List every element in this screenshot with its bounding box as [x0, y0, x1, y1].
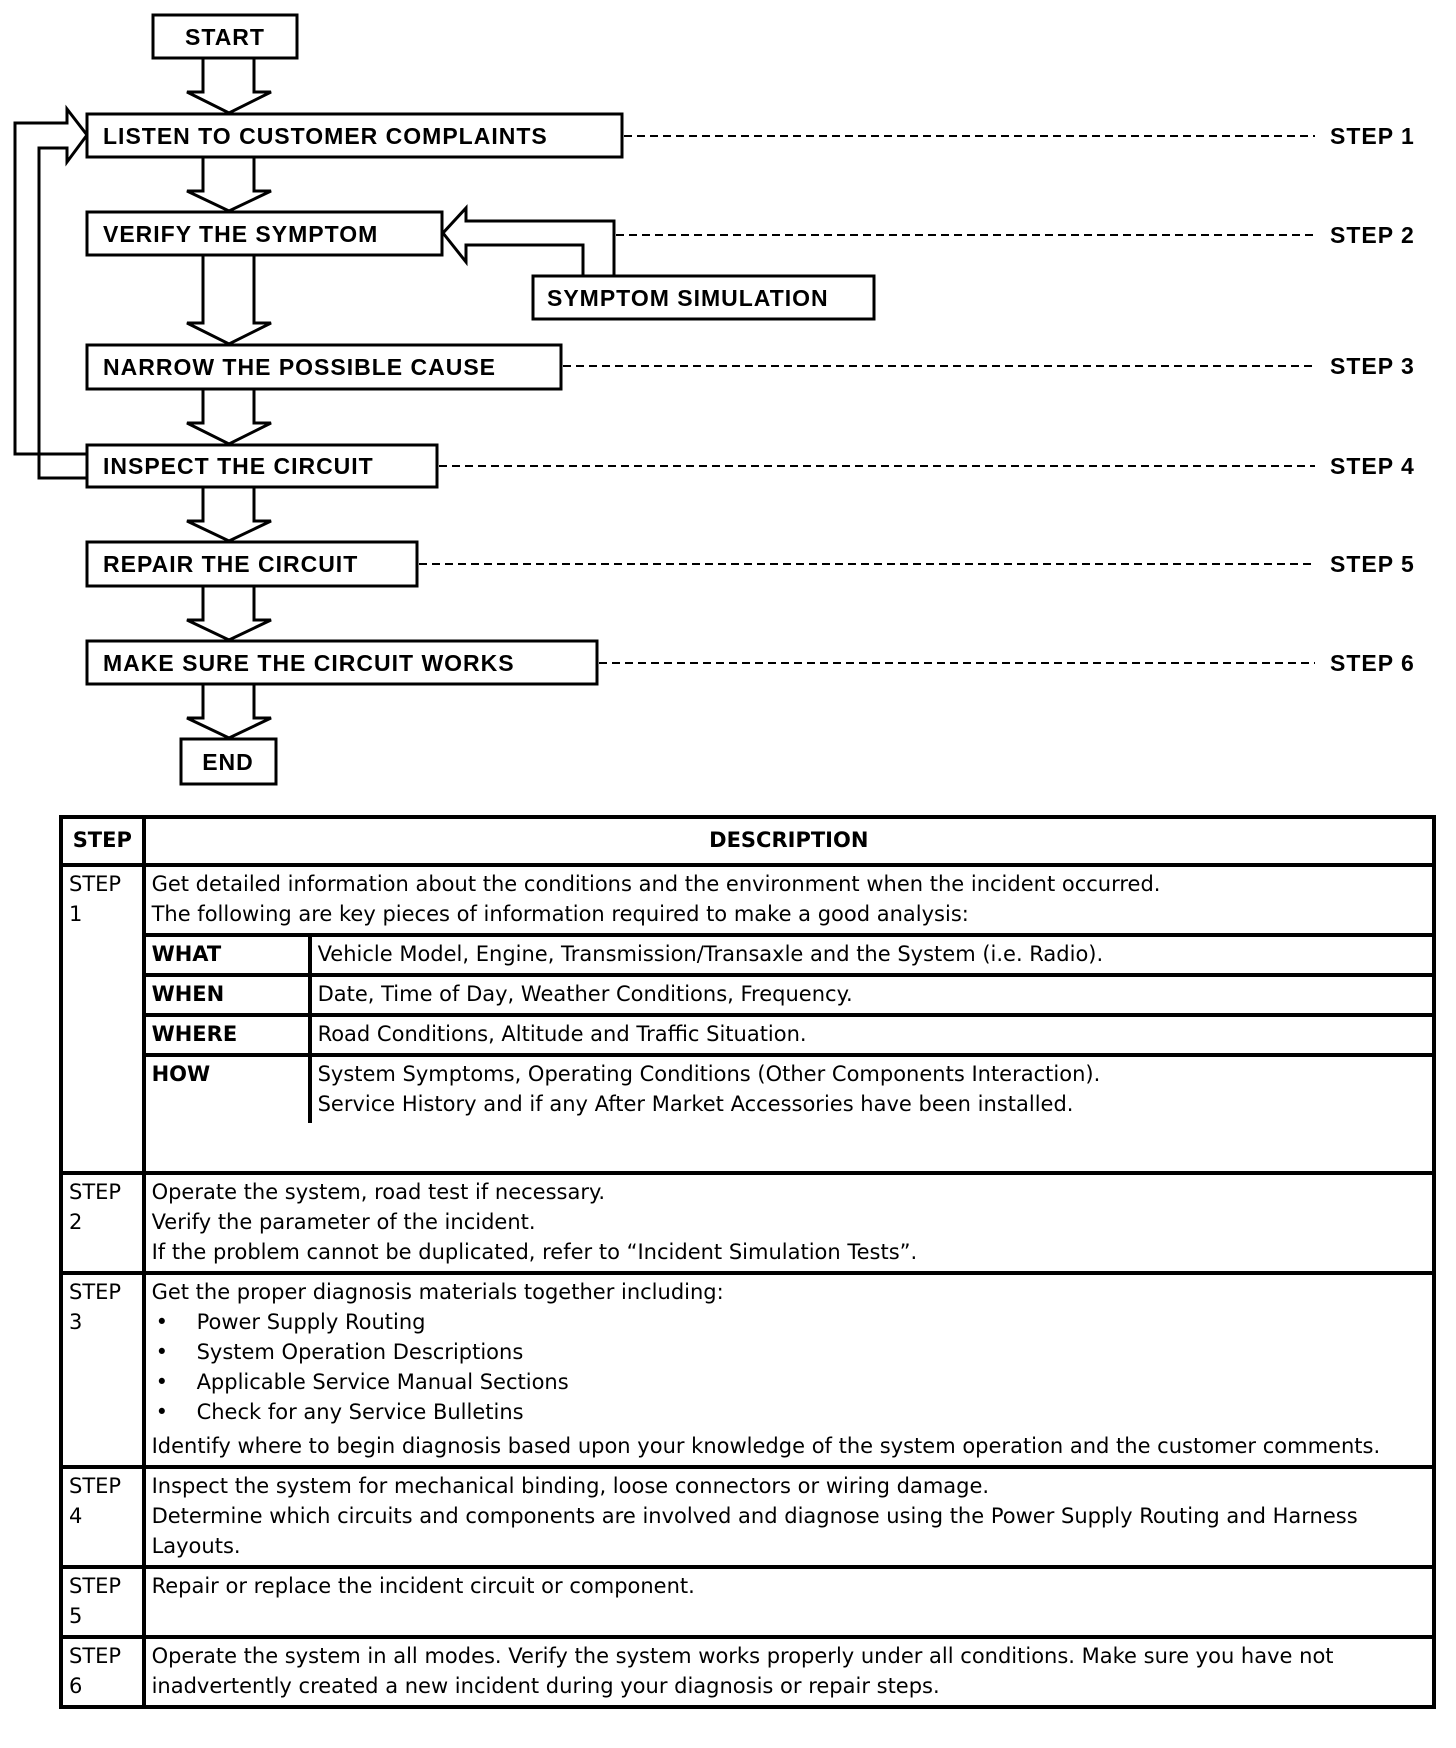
step-5-tag: STEP 5 — [1330, 551, 1415, 577]
down-arrow — [187, 684, 271, 738]
down-arrow — [187, 157, 271, 211]
table-row — [61, 1273, 1434, 1467]
table-header-row — [61, 817, 1434, 865]
step-cell: STEP 2 — [61, 1173, 144, 1273]
description-cell — [144, 1637, 1434, 1707]
header-step: STEP — [61, 817, 144, 865]
key-info-table — [146, 933, 1432, 1123]
step-4-tag: STEP 4 — [1330, 453, 1415, 479]
description-line: Operate the system in all modes. Verify the system works properly under all conditions. Make sure you have not inadvertently created a new incident during your diagnosis or repair steps. — [151, 1644, 1334, 1698]
troubleshooting-flowchart — [0, 0, 1456, 800]
sub-row — [146, 1055, 1432, 1123]
step-1-tag: STEP 1 — [1330, 123, 1415, 149]
description-line: Get the proper diagnosis materials together including: — [151, 1280, 724, 1304]
description-line: Verify the parameter of the incident. — [151, 1210, 536, 1234]
list-item: • System Operation Descriptions — [152, 1337, 1426, 1367]
sub-row — [146, 935, 1432, 975]
description-cell — [144, 1273, 1434, 1467]
description-line: Operate the system, road test if necessary. — [151, 1180, 606, 1204]
list-item: • Check for any Service Bulletins — [152, 1397, 1426, 1427]
down-arrow — [187, 255, 271, 344]
start-label: START — [185, 24, 265, 50]
symptom-simulation-label: SYMPTOM SIMULATION — [547, 285, 829, 311]
key-value: Vehicle Model, Engine, Transmission/Transaxle and the System (i.e. Radio). — [310, 935, 1432, 975]
table-row — [61, 1173, 1434, 1273]
sub-row — [146, 1015, 1432, 1055]
step-cell: STEP 1 — [61, 865, 144, 1173]
value-line: System Symptoms, Operating Conditions (Other Components Interaction). — [317, 1062, 1101, 1086]
down-arrow — [187, 389, 271, 444]
step-2-box-label: VERIFY THE SYMPTOM — [103, 221, 379, 247]
table-row — [61, 1637, 1434, 1707]
description-line: The following are key pieces of information required to make a good analysis: — [151, 902, 969, 926]
description-cell — [144, 1173, 1434, 1273]
end-label: END — [202, 749, 254, 775]
description-cell — [144, 865, 1434, 1173]
key-value: Road Conditions, Altitude and Traffic Situation. — [310, 1015, 1432, 1055]
description-line: Determine which circuits and components are involved and diagnose using the Power Supply Routing and Harness Layouts. — [151, 1504, 1358, 1558]
step-cell: STEP 5 — [61, 1567, 144, 1637]
value-line: Service History and if any After Market Accessories have been installed. — [317, 1092, 1074, 1116]
step-6-tag: STEP 6 — [1330, 650, 1415, 676]
description-cell — [144, 1467, 1434, 1567]
step-3-tag: STEP 3 — [1330, 353, 1415, 379]
description-cell — [144, 1567, 1434, 1637]
header-description: DESCRIPTION — [144, 817, 1434, 865]
key-value — [310, 1055, 1432, 1123]
key-label: WHEN — [146, 975, 310, 1015]
step-5-box-label: REPAIR THE CIRCUIT — [103, 551, 359, 577]
step-cell: STEP 6 — [61, 1637, 144, 1707]
key-label: WHAT — [146, 935, 310, 975]
key-label: WHERE — [146, 1015, 310, 1055]
sub-row — [146, 975, 1432, 1015]
down-arrow — [187, 487, 271, 541]
step-1-box-label: LISTEN TO CUSTOMER COMPLAINTS — [103, 123, 548, 149]
table-row — [61, 1567, 1434, 1637]
materials-list — [152, 1307, 1426, 1427]
down-arrow — [187, 58, 271, 113]
description-line: Repair or replace the incident circuit or component. — [151, 1574, 695, 1598]
step-cell: STEP 3 — [61, 1273, 144, 1467]
description-line: If the problem cannot be duplicated, refer to “Incident Simulation Tests”. — [151, 1240, 918, 1264]
step-description-table — [59, 815, 1436, 1709]
step-3-box-label: NARROW THE POSSIBLE CAUSE — [103, 354, 497, 380]
key-value: Date, Time of Day, Weather Conditions, Frequency. — [310, 975, 1432, 1015]
step-2-tag: STEP 2 — [1330, 222, 1415, 248]
description-line: Get detailed information about the conditions and the environment when the incident occurred. — [151, 872, 1161, 896]
table-row — [61, 1467, 1434, 1567]
table-row — [61, 865, 1434, 1173]
step-cell: STEP 4 — [61, 1467, 144, 1567]
description-line: Identify where to begin diagnosis based upon your knowledge of the system operation and the customer comments. — [151, 1434, 1381, 1458]
step-6-box-label: MAKE SURE THE CIRCUIT WORKS — [103, 650, 515, 676]
list-item: • Applicable Service Manual Sections — [152, 1367, 1426, 1397]
down-arrow — [187, 586, 271, 640]
key-label: HOW — [146, 1055, 310, 1123]
feedback-loop-arrow — [15, 109, 87, 478]
symptom-simulation-arrow — [443, 208, 614, 276]
description-line: Inspect the system for mechanical binding, loose connectors or wiring damage. — [151, 1474, 990, 1498]
step-4-box-label: INSPECT THE CIRCUIT — [103, 453, 374, 479]
list-item: • Power Supply Routing — [152, 1307, 1426, 1337]
